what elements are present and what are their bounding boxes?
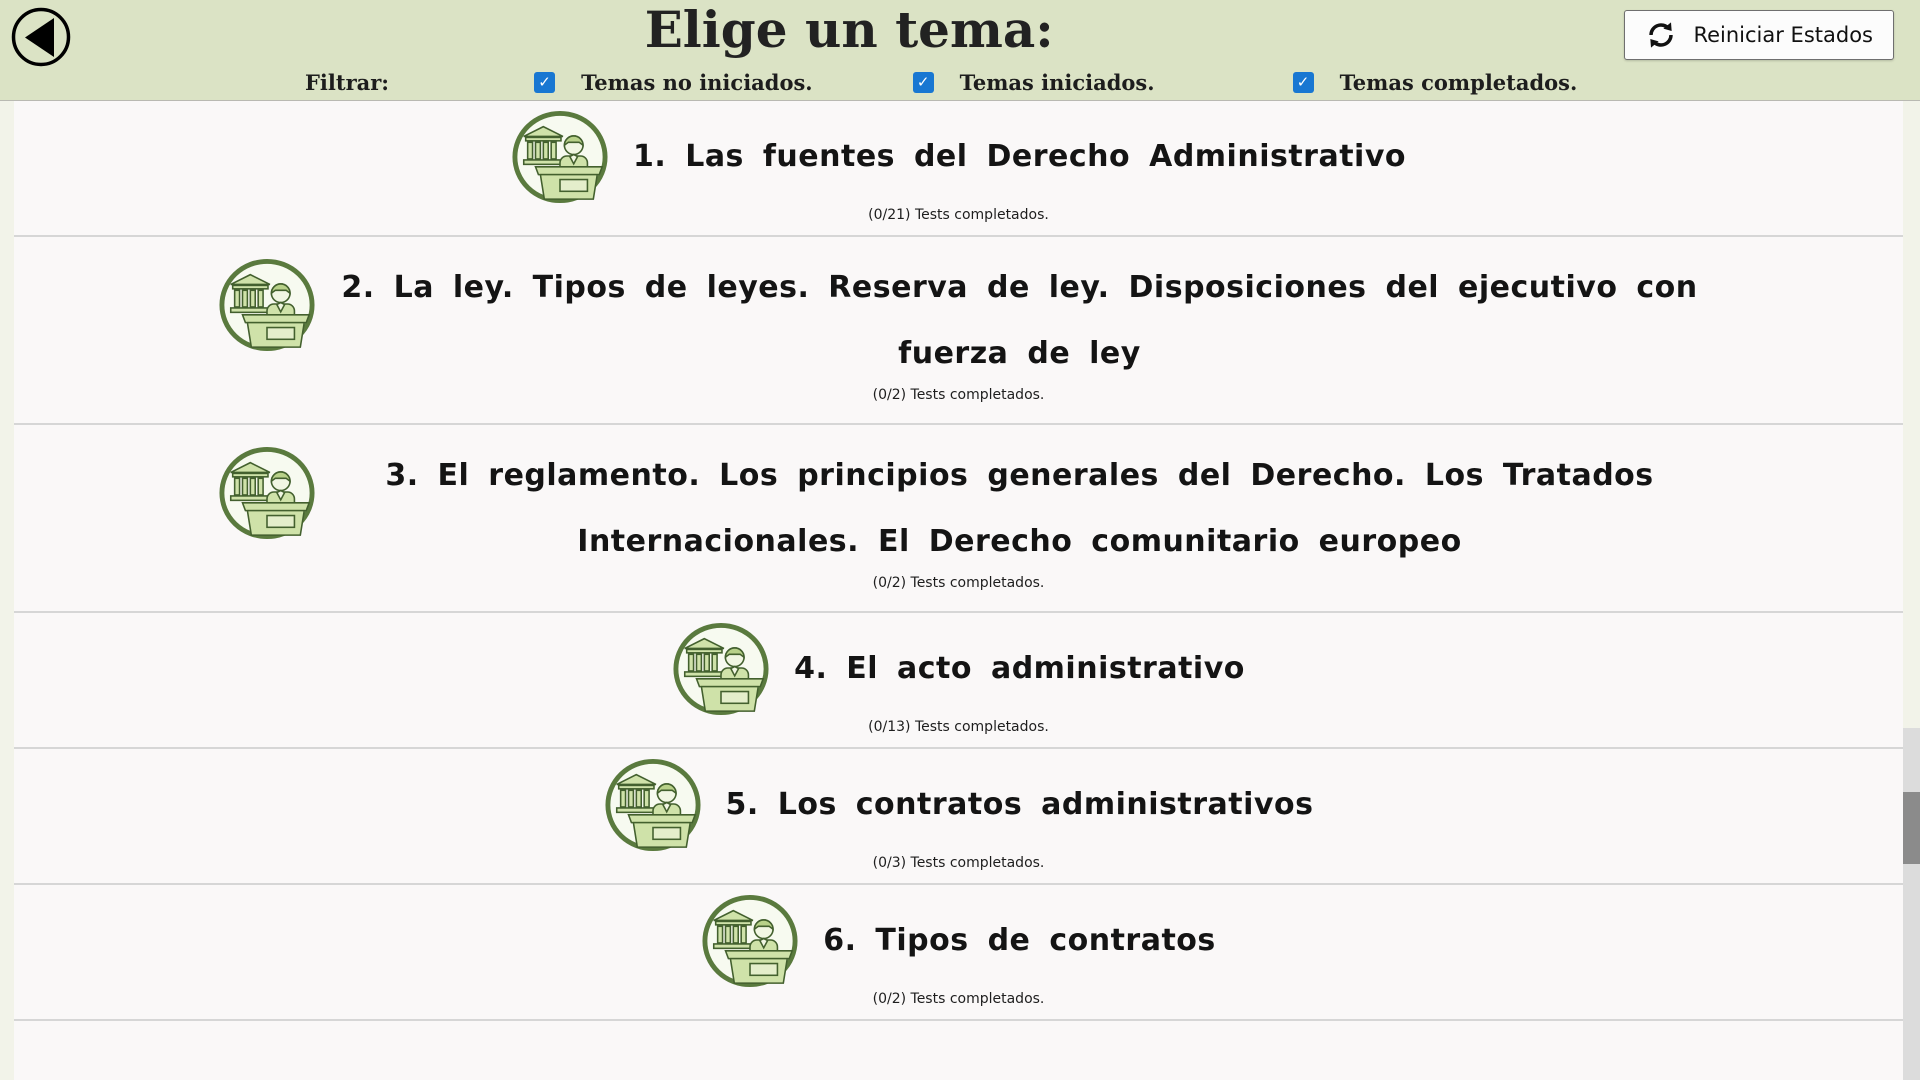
topic-title: 3. El reglamento. Los principios generales del Derecho. Los Tratados Internacionales. El Derecho comunitario europeo <box>385 458 1654 559</box>
filter-option-started <box>913 70 1155 95</box>
refresh-icon <box>1645 19 1677 51</box>
topic-list <box>14 101 1903 1080</box>
topic-title: 1. Las fuentes del Derecho Administrativo <box>632 139 1406 174</box>
topic-status: (0/2) Tests completados. <box>872 575 1045 591</box>
topic-row-1[interactable] <box>14 101 1903 237</box>
topic-row-6[interactable] <box>14 885 1903 1021</box>
checkbox-started[interactable]: ✓ <box>913 72 934 93</box>
lecturer-at-desk-icon <box>701 893 799 989</box>
page-title: Elige un tema: <box>644 0 1054 59</box>
topic-row-5[interactable] <box>14 749 1903 885</box>
filter-bar <box>0 70 1920 95</box>
topic-title: 6. Tipos de contratos <box>823 923 1216 958</box>
topic-title: 5. Los contratos administrativos <box>725 787 1314 822</box>
filter-option-not-started <box>534 70 813 95</box>
topic-row-2[interactable] <box>14 237 1903 425</box>
topic-status: (0/13) Tests completados. <box>868 719 1049 735</box>
reset-states-button[interactable] <box>1624 10 1894 60</box>
scrollbar-thumb[interactable] <box>1903 792 1920 864</box>
topic-row-4[interactable] <box>14 613 1903 749</box>
filter-label: Filtrar: <box>305 70 390 95</box>
topic-row-3[interactable] <box>14 425 1903 613</box>
topic-title: 2. La ley. Tipos de leyes. Reserva de ley. Disposiciones del ejecutivo con fuerza de ley <box>341 270 1698 371</box>
header <box>0 0 1920 101</box>
back-button[interactable] <box>10 6 74 70</box>
checkbox-not-started[interactable]: ✓ <box>534 72 555 93</box>
lecturer-at-desk-icon <box>511 109 609 205</box>
topic-status: (0/3) Tests completados. <box>872 855 1045 871</box>
checkbox-completed[interactable]: ✓ <box>1293 72 1314 93</box>
reset-states-label: Reiniciar Estados <box>1693 23 1873 47</box>
topic-status: (0/21) Tests completados. <box>868 207 1049 223</box>
topic-title: 4. El acto administrativo <box>794 651 1245 686</box>
lecturer-at-desk-icon <box>218 257 316 353</box>
filter-option-not-started-label: Temas no iniciados. <box>581 70 813 95</box>
lecturer-at-desk-icon <box>672 621 770 717</box>
filter-option-started-label: Temas iniciados. <box>959 70 1155 95</box>
back-arrow-icon <box>10 6 74 70</box>
filter-option-completed <box>1293 70 1578 95</box>
topic-status: (0/2) Tests completados. <box>872 387 1045 403</box>
scrollbar-track[interactable] <box>1903 728 1920 1080</box>
lecturer-at-desk-icon <box>218 445 316 541</box>
topic-status: (0/2) Tests completados. <box>872 991 1045 1007</box>
lecturer-at-desk-icon <box>604 757 702 853</box>
filter-option-completed-label: Temas completados. <box>1339 70 1578 95</box>
